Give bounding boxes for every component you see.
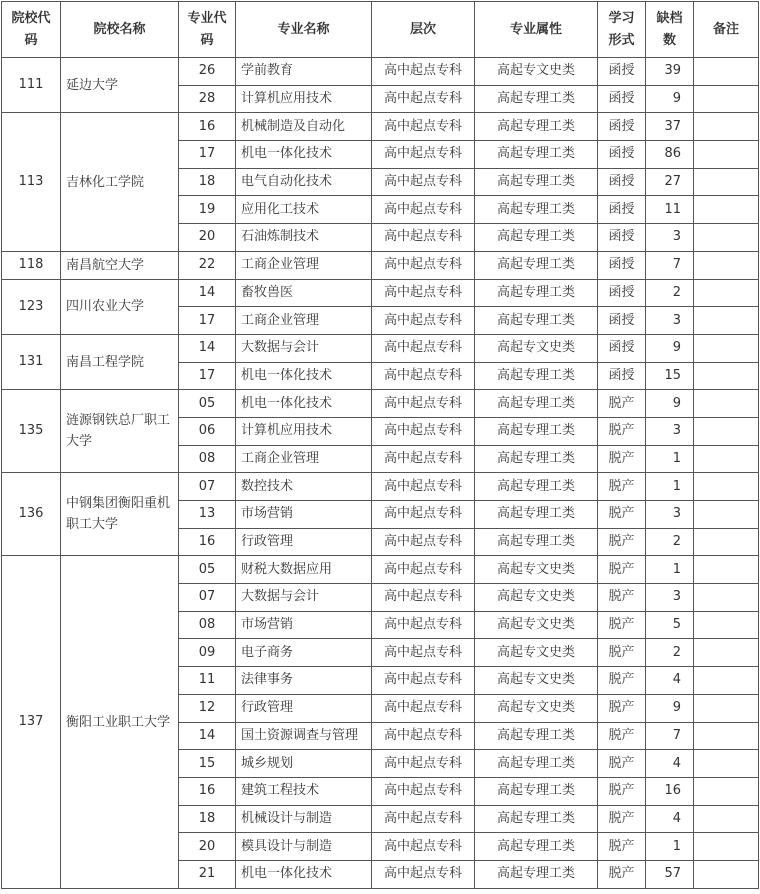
table-row [2,473,759,501]
vacancy-count-cell: 16 [646,777,694,805]
study-form-cell: 脱产 [598,390,646,418]
school-name-cell: 四川农业大学 [61,279,179,334]
study-form-cell: 脱产 [598,611,646,639]
vacancy-count-cell: 3 [646,501,694,529]
major-name-cell: 计算机应用技术 [236,85,372,113]
major-code-cell: 14 [179,279,236,307]
major-type-cell: 高起专理工类 [475,196,598,224]
major-type-cell: 高起专文史类 [475,611,598,639]
major-type-cell: 高起专理工类 [475,445,598,473]
level-cell: 高中起点专科 [372,473,475,501]
study-form-cell: 脱产 [598,694,646,722]
study-form-cell: 函授 [598,196,646,224]
school-name-cell: 衡阳工业职工大学 [61,556,179,888]
major-code-cell: 15 [179,750,236,778]
study-form-cell: 脱产 [598,445,646,473]
vacancy-count-cell: 3 [646,224,694,252]
major-code-cell: 11 [179,667,236,695]
remarks-cell [694,417,759,445]
remarks-cell [694,722,759,750]
study-form-cell: 函授 [598,85,646,113]
remarks-cell [694,113,759,141]
level-cell: 高中起点专科 [372,611,475,639]
vacancy-count-cell: 9 [646,85,694,113]
major-code-cell: 17 [179,362,236,390]
major-name-cell: 应用化工技术 [236,196,372,224]
level-cell: 高中起点专科 [372,501,475,529]
level-cell: 高中起点专科 [372,805,475,833]
major-type-cell: 高起专理工类 [475,501,598,529]
major-code-cell: 18 [179,168,236,196]
school-name-cell: 涟源钢铁总厂职工大学 [61,390,179,473]
major-type-cell: 高起专文史类 [475,639,598,667]
level-cell: 高中起点专科 [372,584,475,612]
major-name-cell: 机电一体化技术 [236,362,372,390]
study-form-cell: 函授 [598,224,646,252]
level-cell: 高中起点专科 [372,417,475,445]
level-cell: 高中起点专科 [372,556,475,584]
table-row [2,251,759,279]
major-code-cell: 13 [179,501,236,529]
major-name-cell: 国土资源调查与管理 [236,722,372,750]
major-type-cell: 高起专理工类 [475,279,598,307]
major-type-cell: 高起专文史类 [475,58,598,86]
study-form-cell: 函授 [598,113,646,141]
major-code-cell: 14 [179,334,236,362]
table-row [2,334,759,362]
major-type-cell: 高起专理工类 [475,307,598,335]
header-vacancies: 缺档数 [646,2,694,58]
remarks-cell [694,141,759,169]
major-name-cell: 机械设计与制造 [236,805,372,833]
school-code-cell: 123 [2,279,61,334]
remarks-cell [694,860,759,888]
header-row [2,2,759,58]
vacancy-count-cell: 7 [646,251,694,279]
major-type-cell: 高起专理工类 [475,113,598,141]
level-cell: 高中起点专科 [372,224,475,252]
remarks-cell [694,196,759,224]
major-name-cell: 行政管理 [236,694,372,722]
major-type-cell: 高起专理工类 [475,750,598,778]
major-name-cell: 城乡规划 [236,750,372,778]
level-cell: 高中起点专科 [372,168,475,196]
major-name-cell: 数控技术 [236,473,372,501]
level-cell: 高中起点专科 [372,833,475,861]
major-type-cell: 高起专理工类 [475,251,598,279]
major-type-cell: 高起专理工类 [475,473,598,501]
school-name-cell: 吉林化工学院 [61,113,179,251]
major-code-cell: 07 [179,584,236,612]
header-remarks: 备注 [694,2,759,58]
major-code-cell: 26 [179,58,236,86]
level-cell: 高中起点专科 [372,307,475,335]
major-type-cell: 高起专理工类 [475,777,598,805]
remarks-cell [694,334,759,362]
level-cell: 高中起点专科 [372,58,475,86]
major-code-cell: 16 [179,777,236,805]
major-name-cell: 工商企业管理 [236,251,372,279]
major-code-cell: 28 [179,85,236,113]
major-type-cell: 高起专理工类 [475,85,598,113]
major-code-cell: 08 [179,611,236,639]
vacancy-count-cell: 9 [646,694,694,722]
level-cell: 高中起点专科 [372,251,475,279]
major-code-cell: 06 [179,417,236,445]
major-type-cell: 高起专理工类 [475,417,598,445]
major-type-cell: 高起专文史类 [475,584,598,612]
level-cell: 高中起点专科 [372,362,475,390]
study-form-cell: 脱产 [598,750,646,778]
table-header [2,2,759,58]
level-cell: 高中起点专科 [372,777,475,805]
study-form-cell: 脱产 [598,556,646,584]
vacancy-count-cell: 39 [646,58,694,86]
major-code-cell: 12 [179,694,236,722]
vacancy-count-cell: 1 [646,445,694,473]
school-name-cell: 延边大学 [61,58,179,113]
table-row [2,390,759,418]
study-form-cell: 脱产 [598,805,646,833]
major-name-cell: 市场营销 [236,501,372,529]
major-type-cell: 高起专理工类 [475,362,598,390]
study-form-cell: 脱产 [598,501,646,529]
major-type-cell: 高起专理工类 [475,528,598,556]
major-code-cell: 18 [179,805,236,833]
remarks-cell [694,362,759,390]
remarks-cell [694,584,759,612]
remarks-cell [694,639,759,667]
header-study-form: 学习形式 [598,2,646,58]
major-code-cell: 14 [179,722,236,750]
vacancy-count-cell: 1 [646,833,694,861]
remarks-cell [694,445,759,473]
header-major-code: 专业代码 [179,2,236,58]
remarks-cell [694,251,759,279]
major-code-cell: 09 [179,639,236,667]
school-code-cell: 111 [2,58,61,113]
remarks-cell [694,528,759,556]
major-code-cell: 17 [179,141,236,169]
level-cell: 高中起点专科 [372,141,475,169]
vacancy-count-cell: 4 [646,667,694,695]
school-name-cell: 南昌工程学院 [61,334,179,389]
vacancy-count-cell: 7 [646,722,694,750]
table-row [2,58,759,86]
level-cell: 高中起点专科 [372,196,475,224]
major-name-cell: 建筑工程技术 [236,777,372,805]
major-name-cell: 大数据与会计 [236,584,372,612]
major-name-cell: 大数据与会计 [236,334,372,362]
header-major-name: 专业名称 [236,2,372,58]
study-form-cell: 脱产 [598,777,646,805]
remarks-cell [694,611,759,639]
school-name-cell: 中钢集团衡阳重机职工大学 [61,473,179,556]
table-row [2,556,759,584]
remarks-cell [694,750,759,778]
remarks-cell [694,473,759,501]
vacancy-count-cell: 57 [646,860,694,888]
school-code-cell: 131 [2,334,61,389]
major-name-cell: 畜牧兽医 [236,279,372,307]
remarks-cell [694,58,759,86]
school-name-cell: 南昌航空大学 [61,251,179,279]
school-code-cell: 135 [2,390,61,473]
table-body [2,58,759,889]
major-name-cell: 石油炼制技术 [236,224,372,252]
remarks-cell [694,85,759,113]
level-cell: 高中起点专科 [372,390,475,418]
level-cell: 高中起点专科 [372,334,475,362]
study-form-cell: 函授 [598,362,646,390]
vacancy-count-cell: 2 [646,528,694,556]
study-form-cell: 脱产 [598,473,646,501]
header-major-type: 专业属性 [475,2,598,58]
remarks-cell [694,501,759,529]
vacancy-count-cell: 86 [646,141,694,169]
major-name-cell: 工商企业管理 [236,445,372,473]
remarks-cell [694,833,759,861]
level-cell: 高中起点专科 [372,113,475,141]
remarks-cell [694,279,759,307]
vacancy-count-cell: 1 [646,556,694,584]
remarks-cell [694,307,759,335]
major-code-cell: 20 [179,224,236,252]
school-code-cell: 118 [2,251,61,279]
header-school-code: 院校代码 [2,2,61,58]
remarks-cell [694,390,759,418]
major-name-cell: 计算机应用技术 [236,417,372,445]
major-type-cell: 高起专文史类 [475,667,598,695]
major-name-cell: 行政管理 [236,528,372,556]
table-row [2,113,759,141]
level-cell: 高中起点专科 [372,722,475,750]
major-type-cell: 高起专文史类 [475,556,598,584]
school-code-cell: 137 [2,556,61,888]
vacancy-count-cell: 3 [646,584,694,612]
study-form-cell: 脱产 [598,528,646,556]
major-name-cell: 机电一体化技术 [236,390,372,418]
study-form-cell: 函授 [598,168,646,196]
study-form-cell: 脱产 [598,639,646,667]
vacancy-count-cell: 9 [646,334,694,362]
major-code-cell: 07 [179,473,236,501]
major-name-cell: 机电一体化技术 [236,860,372,888]
major-name-cell: 工商企业管理 [236,307,372,335]
study-form-cell: 函授 [598,251,646,279]
vacancy-count-cell: 1 [646,473,694,501]
major-code-cell: 16 [179,528,236,556]
major-type-cell: 高起专理工类 [475,833,598,861]
table-row [2,279,759,307]
major-type-cell: 高起专理工类 [475,805,598,833]
major-type-cell: 高起专文史类 [475,694,598,722]
remarks-cell [694,805,759,833]
remarks-cell [694,224,759,252]
study-form-cell: 脱产 [598,860,646,888]
level-cell: 高中起点专科 [372,445,475,473]
major-code-cell: 20 [179,833,236,861]
major-code-cell: 05 [179,556,236,584]
remarks-cell [694,694,759,722]
vacancy-count-cell: 4 [646,805,694,833]
major-type-cell: 高起专理工类 [475,860,598,888]
major-type-cell: 高起专理工类 [475,224,598,252]
major-name-cell: 电子商务 [236,639,372,667]
vacancy-count-cell: 37 [646,113,694,141]
major-type-cell: 高起专文史类 [475,334,598,362]
vacancy-table [1,1,759,889]
remarks-cell [694,667,759,695]
vacancy-count-cell: 4 [646,750,694,778]
major-code-cell: 17 [179,307,236,335]
study-form-cell: 函授 [598,58,646,86]
major-code-cell: 21 [179,860,236,888]
vacancy-count-cell: 2 [646,639,694,667]
major-type-cell: 高起专理工类 [475,168,598,196]
vacancy-count-cell: 3 [646,417,694,445]
header-level: 层次 [372,2,475,58]
major-name-cell: 模具设计与制造 [236,833,372,861]
remarks-cell [694,777,759,805]
vacancy-count-cell: 11 [646,196,694,224]
major-code-cell: 19 [179,196,236,224]
major-code-cell: 16 [179,113,236,141]
major-type-cell: 高起专理工类 [475,390,598,418]
major-type-cell: 高起专理工类 [475,141,598,169]
study-form-cell: 脱产 [598,722,646,750]
level-cell: 高中起点专科 [372,667,475,695]
major-name-cell: 法律事务 [236,667,372,695]
major-name-cell: 机械制造及自动化 [236,113,372,141]
major-name-cell: 财税大数据应用 [236,556,372,584]
level-cell: 高中起点专科 [372,528,475,556]
major-name-cell: 市场营销 [236,611,372,639]
level-cell: 高中起点专科 [372,85,475,113]
remarks-cell [694,168,759,196]
vacancy-count-cell: 15 [646,362,694,390]
vacancy-count-cell: 3 [646,307,694,335]
study-form-cell: 函授 [598,334,646,362]
study-form-cell: 脱产 [598,417,646,445]
vacancy-count-cell: 2 [646,279,694,307]
major-name-cell: 学前教育 [236,58,372,86]
major-code-cell: 05 [179,390,236,418]
study-form-cell: 函授 [598,307,646,335]
vacancy-count-cell: 9 [646,390,694,418]
study-form-cell: 函授 [598,279,646,307]
level-cell: 高中起点专科 [372,750,475,778]
vacancy-count-cell: 27 [646,168,694,196]
school-code-cell: 136 [2,473,61,556]
level-cell: 高中起点专科 [372,694,475,722]
major-code-cell: 22 [179,251,236,279]
major-name-cell: 电气自动化技术 [236,168,372,196]
study-form-cell: 脱产 [598,667,646,695]
vacancy-count-cell: 5 [646,611,694,639]
major-code-cell: 08 [179,445,236,473]
major-name-cell: 机电一体化技术 [236,141,372,169]
study-form-cell: 函授 [598,141,646,169]
level-cell: 高中起点专科 [372,639,475,667]
study-form-cell: 脱产 [598,833,646,861]
level-cell: 高中起点专科 [372,279,475,307]
remarks-cell [694,556,759,584]
header-school-name: 院校名称 [61,2,179,58]
major-type-cell: 高起专理工类 [475,722,598,750]
school-code-cell: 113 [2,113,61,251]
study-form-cell: 脱产 [598,584,646,612]
level-cell: 高中起点专科 [372,860,475,888]
